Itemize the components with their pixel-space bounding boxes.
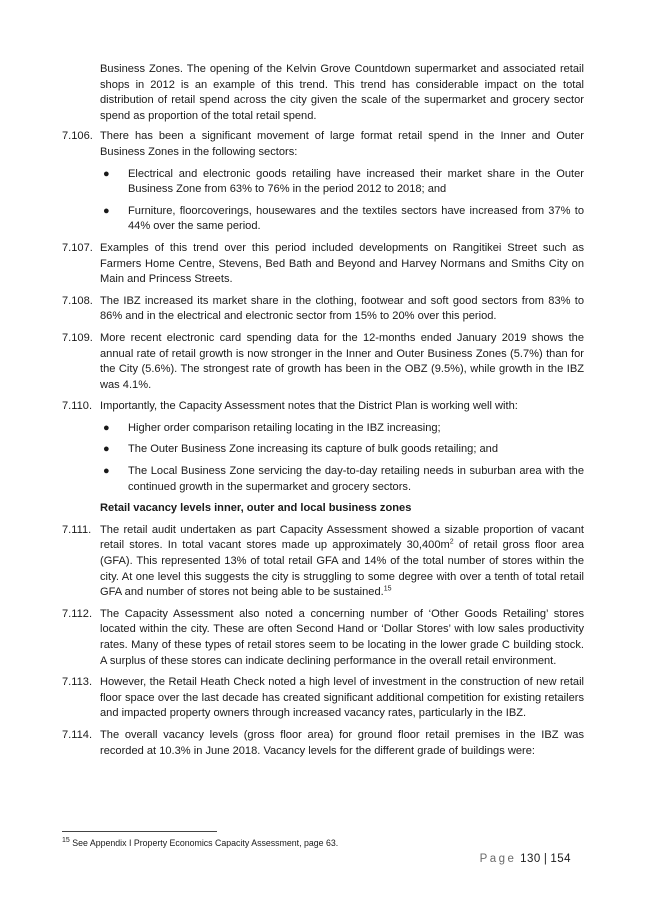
bullet-list-7-106	[100, 167, 584, 235]
current-page-number: 130	[520, 853, 541, 865]
page-body	[62, 62, 584, 765]
paragraph-number: 7.111.	[62, 523, 92, 536]
paragraph-number: 7.114.	[62, 728, 93, 741]
paragraph-7-106	[62, 129, 584, 160]
total-page-count: 154	[550, 853, 571, 865]
bullet-icon: ●	[103, 204, 110, 217]
continued-paragraph: Business Zones. The opening of the Kelvin Grove Countdown supermarket and associated retail shops in 2012 is an example of this trend. This trend has considerable impact on the total distribution of retail spend across the city given the scale of the supermarket and grocery sector spend as proportion of the total retail spend.	[100, 63, 584, 122]
bullet-icon: ●	[103, 167, 110, 180]
paragraph-7-110	[62, 399, 584, 415]
bullet-icon: ●	[103, 465, 110, 478]
page-label: Page	[479, 853, 517, 865]
list-item: ● Higher order comparison retailing locating in the IBZ increasing;	[100, 421, 584, 437]
bullet-list-7-110	[100, 421, 584, 495]
page-separator: |	[543, 853, 548, 865]
paragraph-text: More recent electronic card spending data for the 12-months ended January 2019 shows the annual rate of retail growth is now stronger in the Inner and Outer Business Zones (5.7%) than for the City (5.6%). The strongest rate of growth has been in the OBZ (9.5%), while growth in the IBZ was 4.1%.	[100, 331, 584, 391]
paragraph-text: However, the Retail Heath Check noted a high level of investment in the construction of new retail floor space over the last decade has created significant additional competition for existing retailers and impacted property owners through increased vacancy rates, particularly in the IBZ.	[100, 676, 584, 720]
section-heading: Retail vacancy levels inner, outer and local business zones	[100, 502, 412, 515]
footnote-mark: 15	[62, 837, 70, 845]
paragraph-text: The Capacity Assessment also noted a concerning number of ‘Other Goods Retailing’ stores located within the city. These are often Second Hand or ‘Dollar Stores’ with low sales productivity rates. Many of these types of retail stores seem to be locating in the lower grade C building stock. A surplus of these stores can indicate declining performance in the overall retail environment.	[100, 607, 584, 667]
paragraph-text: There has been a significant movement of large format retail spend in the Inner and Outer Business Zones in the following sectors:	[100, 130, 584, 158]
page-footer	[480, 852, 571, 868]
paragraph-text: The retail audit undertaken as part Capacity Assessment showed a sizable proportion of vacant retail stores. In total vacant stores made up approximately $30,400m^2$ of retail gross floor area (GFA). This represented 13% of total retail GFA and 14% of the total number of stores within the city. At one level this suggests the city is struggling to some degree with over a tenth of total retail GFA and number of stores not being able to be sustained.$^{15}$	[100, 523, 584, 599]
paragraph-number: 7.112.	[62, 607, 93, 620]
paragraph-number: 7.110.	[62, 400, 93, 413]
paragraph-number: 7.106.	[62, 130, 93, 143]
paragraph-7-109	[62, 331, 584, 393]
list-item: ● Electrical and electronic goods retailing have increased their market share in the Outer Business Zone from 63% to 76% in the period 2012 to 2018; and	[103, 167, 584, 196]
paragraph-7-112	[62, 607, 584, 669]
paragraph-text: Examples of this trend over this period included developments on Rangitikei Street such as Farmers Home Centre, Stevens, Bed Bath and Beyond and Harvey Normans and Smiths City on Main and Princess Streets.	[100, 241, 584, 286]
paragraph-7-108	[62, 294, 584, 325]
paragraph-7-111	[62, 523, 584, 601]
paragraph-number: 7.113.	[62, 676, 93, 689]
footnote-divider	[62, 831, 217, 832]
paragraph-number: 7.109.	[62, 331, 93, 344]
footnote-reference[interactable]: 15	[383, 585, 392, 593]
paragraph-7-113	[62, 675, 584, 722]
paragraph-text: Importantly, the Capacity Assessment notes that the District Plan is working well with:	[100, 400, 518, 413]
footnote: $^{15}$ See Appendix I Property Economics Capacity Assessment, page 63.	[62, 837, 339, 848]
list-item: ● Furniture, floorcoverings, housewares and the textiles sectors have increased from 37% to 44% over the same period.	[103, 204, 584, 233]
paragraph-7-114	[62, 728, 584, 759]
bullet-icon: ●	[103, 443, 110, 456]
paragraph-7-107	[62, 241, 584, 288]
paragraph-text: The IBZ increased its market share in the clothing, footwear and soft good sectors from 83% to 86% and in the electrical and electronic sector from 15% to 20% over this period.	[100, 294, 584, 323]
superscript-area: 2	[449, 538, 454, 546]
paragraph-number: 7.107.	[62, 241, 93, 254]
list-item: ● The Outer Business Zone increasing its capture of bulk goods retailing; and	[100, 442, 584, 458]
paragraph-text: The overall vacancy levels (gross floor area) for ground floor retail premises in the IBZ was recorded at 10.3% in June 2018. Vacancy levels for the different grade of buildings were:	[100, 728, 584, 757]
bullet-icon: ●	[103, 421, 110, 434]
paragraph-number: 7.108.	[62, 294, 93, 307]
list-item: ● The Local Business Zone servicing the day-to-day retailing needs in suburban area with the continued growth in the supermarket and grocery sectors.	[103, 465, 584, 493]
